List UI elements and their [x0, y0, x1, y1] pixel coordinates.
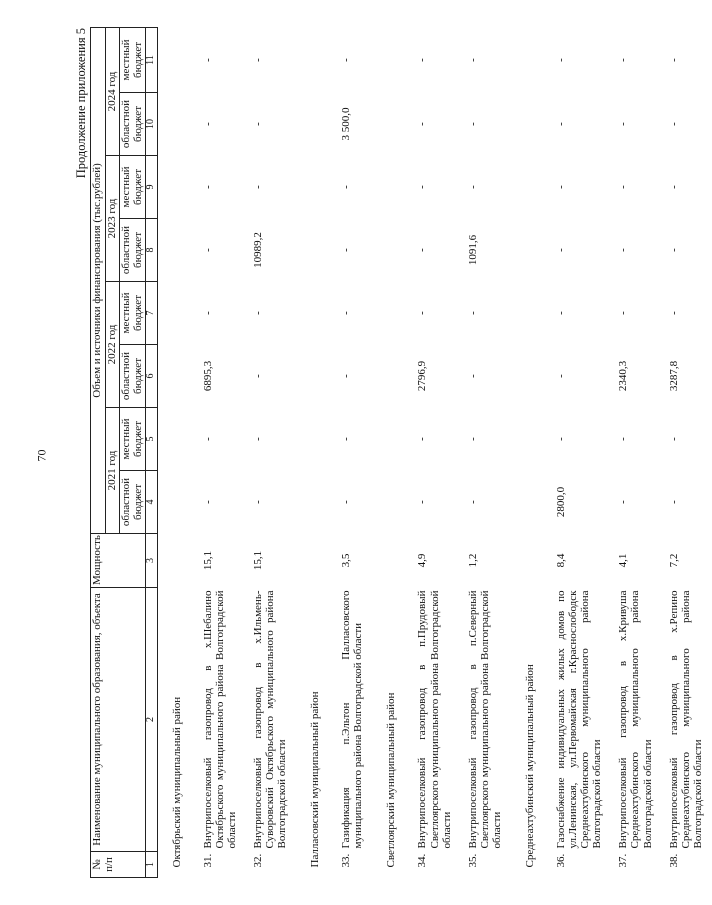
funding-value: - [466, 185, 479, 189]
district-name: Светлоярский муниципальный район [385, 692, 398, 868]
funding-value: - [667, 437, 680, 441]
funding-value: - [555, 122, 567, 126]
capacity-value: 4,9 [416, 553, 429, 568]
funding-value: - [617, 437, 630, 441]
funding-value: 2340,3 [617, 360, 630, 392]
table-body [157, 27, 712, 877]
funding-value: - [617, 500, 630, 504]
funding-value: - [416, 248, 429, 252]
funding-value: - [667, 185, 680, 189]
funding-value: - [251, 374, 264, 378]
capacity-value: 15,1 [201, 550, 214, 571]
row-number: 33. [340, 853, 353, 868]
funding-value: - [667, 122, 680, 126]
header-regional-budget: областной бюджет [120, 93, 146, 156]
capacity-value: 1,2 [466, 553, 479, 568]
district-name: Палласовский муниципальный район [309, 691, 322, 868]
funding-value: - [667, 248, 680, 252]
funding-value: - [466, 58, 479, 62]
column-number: 3 [146, 534, 158, 588]
appendix-caption: Продолжение приложения 5 [74, 28, 88, 179]
table-row [334, 27, 372, 877]
header-local-budget: местный бюджет [120, 408, 146, 471]
column-number: 8 [146, 219, 158, 282]
object-name: Внутрипоселковый газопровод в х.Кривуша Среднеахтубинского муниципального района Волгоградской области [617, 590, 654, 849]
row-number: 31. [201, 853, 214, 868]
header-no: № п/п [91, 852, 146, 878]
capacity-value: 3,5 [340, 553, 353, 568]
column-number-row [146, 27, 158, 877]
object-name: Внутрипоселковый газопровод в п.Северный Светлоярского муниципального района Волгоградской области [466, 590, 503, 849]
capacity-value: 15,1 [251, 550, 264, 571]
column-number: 10 [146, 93, 158, 156]
funding-value: - [555, 437, 567, 441]
column-number: 11 [146, 27, 158, 92]
column-number: 1 [146, 852, 158, 878]
row-number: 34. [416, 853, 429, 868]
table-row [662, 27, 712, 877]
header-capacity: Мощность [91, 534, 146, 588]
funding-value: - [466, 122, 479, 126]
funding-value: - [340, 500, 353, 504]
funding-value: - [555, 185, 567, 189]
funding-value: - [251, 122, 264, 126]
funding-value: - [416, 437, 429, 441]
row-number: 37. [617, 853, 630, 868]
funding-value: - [466, 311, 479, 315]
header-funding: Объем и источники финансирования (тыс.рублей) [91, 27, 106, 533]
section-row [296, 27, 334, 877]
funding-value: 3287,8 [667, 360, 680, 392]
column-number: 4 [146, 471, 158, 534]
funding-value: - [251, 58, 264, 62]
funding-value: - [555, 311, 567, 315]
funding-value: - [340, 437, 353, 441]
capacity-value: 7,2 [667, 553, 680, 568]
funding-value: - [416, 500, 429, 504]
funding-value: - [617, 122, 630, 126]
funding-value: - [466, 437, 479, 441]
funding-value: 3 500,0 [340, 107, 353, 141]
header-year-2023: 2023 год [105, 156, 120, 282]
header-local-budget: местный бюджет [120, 282, 146, 345]
funding-value: - [667, 311, 680, 315]
funding-value: - [340, 374, 353, 378]
object-name: Газоснабжение индивидуальных жилых домов по ул.Ленинская, ул.Первомайская г.Краснослободск Среднеахтубинского муниципального района Волгоградской области [555, 590, 604, 849]
funding-value: - [416, 122, 429, 126]
object-name: Внутрипоселковый газопровод в х.Репино Среднеахтубинского муниципального района Волгоградской области [667, 590, 704, 849]
funding-value: - [201, 58, 214, 62]
row-number: 32. [251, 853, 264, 868]
funding-value: - [251, 185, 264, 189]
section-row [157, 27, 196, 877]
table-row [410, 27, 460, 877]
funding-value: - [251, 500, 264, 504]
funding-value: - [466, 374, 479, 378]
header-regional-budget: областной бюджет [120, 471, 146, 534]
funding-value: - [201, 248, 214, 252]
rotated-page-content [72, 28, 704, 878]
funding-value: - [340, 311, 353, 315]
funding-value: 6895,3 [201, 360, 214, 392]
funding-value: 10989,2 [251, 232, 264, 268]
funding-value: - [617, 311, 630, 315]
funding-value: - [201, 122, 214, 126]
funding-value: 2800,0 [555, 486, 567, 518]
funding-value: 1091,6 [466, 234, 479, 266]
object-name: Внутрипоселковый газопровод в п.Прудовый Светлоярского муниципального района Волгоградской области [416, 590, 453, 849]
row-number: 36. [555, 853, 567, 868]
funding-value: - [201, 311, 214, 315]
column-number: 5 [146, 408, 158, 471]
funding-value: - [617, 248, 630, 252]
header-regional-budget: областной бюджет [120, 345, 146, 408]
column-number: 7 [146, 282, 158, 345]
header-name: Наименование муниципального образования, объекта [91, 588, 146, 852]
table-header [91, 27, 158, 877]
column-number: 9 [146, 156, 158, 219]
funding-value: - [617, 58, 630, 62]
funding-value: - [466, 500, 479, 504]
column-number: 6 [146, 345, 158, 408]
funding-value: - [201, 437, 214, 441]
capacity-value: 8,4 [555, 553, 567, 568]
funding-value: - [416, 58, 429, 62]
row-number: 38. [667, 853, 680, 868]
district-name: Среднеахтубинский муниципальный район [523, 664, 536, 868]
table-row [246, 27, 296, 877]
financing-table [90, 27, 712, 878]
funding-value: - [555, 374, 567, 378]
header-year-2021: 2021 год [105, 408, 120, 534]
funding-value: - [251, 437, 264, 441]
header-local-budget: местный бюджет [120, 27, 146, 92]
district-name: Октябрьский муниципальный район [170, 696, 183, 868]
section-row [372, 27, 410, 877]
object-name: Газификация п.Эльтон Палласовского муниципального района Волгоградской области [340, 590, 365, 849]
header-year-2022: 2022 год [105, 282, 120, 408]
funding-value: - [667, 500, 680, 504]
funding-value: - [416, 311, 429, 315]
funding-value: - [251, 311, 264, 315]
table-row [461, 27, 511, 877]
funding-value: - [201, 500, 214, 504]
header-year-2024: 2024 год [105, 27, 120, 155]
row-number: 35. [466, 853, 479, 868]
column-number: 2 [146, 588, 158, 852]
header-local-budget: местный бюджет [120, 156, 146, 219]
funding-value: - [340, 58, 353, 62]
page-number: 70 [34, 449, 49, 462]
object-name: Внутрипоселковый газопровод в х.Шебалино Октябрьского муниципального района Волгоградской области [201, 590, 238, 849]
table-row [611, 27, 661, 877]
funding-value: - [555, 248, 567, 252]
funding-value: - [340, 248, 353, 252]
funding-value: - [340, 185, 353, 189]
funding-value: - [555, 58, 567, 62]
header-regional-budget: областной бюджет [120, 219, 146, 282]
funding-value: - [667, 58, 680, 62]
table-row [196, 27, 246, 877]
funding-value: - [416, 185, 429, 189]
section-row [511, 27, 549, 877]
capacity-value: 4,1 [617, 553, 630, 568]
table-row [549, 27, 611, 877]
funding-value: 2796,9 [416, 360, 429, 392]
funding-value: - [201, 185, 214, 189]
object-name: Внутрипоселковый газопровод в х.Ильмень-Суворовский Октябрьского муниципального района Волгоградской области [251, 590, 289, 849]
funding-value: - [617, 185, 630, 189]
